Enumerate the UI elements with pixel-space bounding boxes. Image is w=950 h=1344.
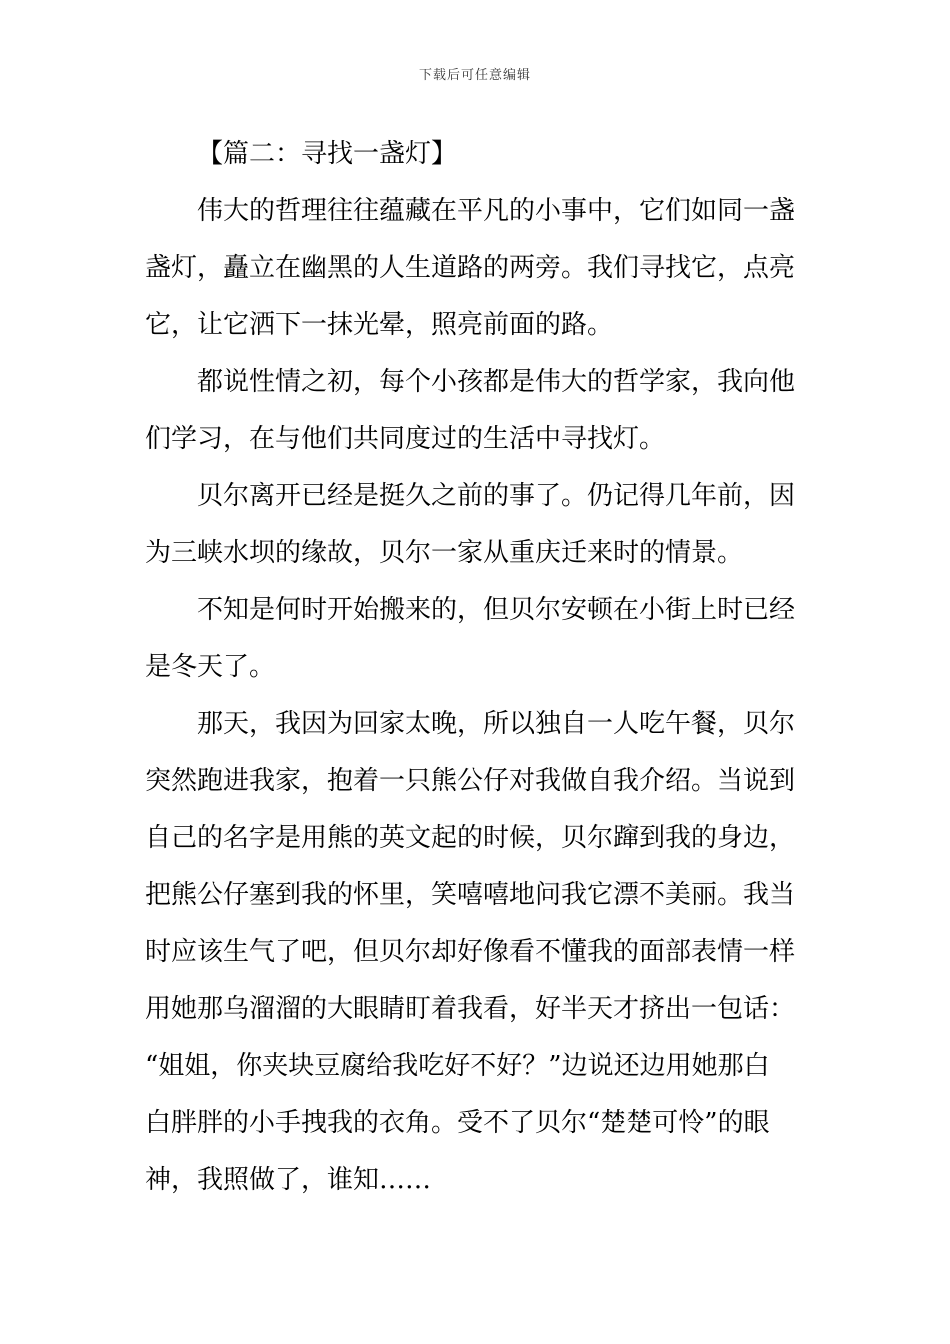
page-header: 下载后可任意编辑 (418, 68, 531, 83)
text-line: 伟大的哲理往往蕴藏在平凡的小事中，它们如同一盏 (197, 196, 796, 226)
text-line: 白胖胖的小手拽我的衣角。受不了贝尔“楚楚可怜”的眼 (145, 1108, 770, 1138)
paragraph-lines (145, 183, 807, 1209)
text-line: 贝尔离开已经是挺久之前的事了。仍记得几年前，因 (197, 481, 796, 511)
text-line: 把熊公仔塞到我的怀里，笑嘻嘻地问我它漂不美丽。我当 (145, 880, 796, 910)
text-line: 都说性情之初，每个小孩都是伟大的哲学家，我向他 (197, 367, 796, 397)
text-line: 们学习，在与他们共同度过的生活中寻找灯。 (145, 424, 666, 454)
document-title: 【篇二：寻找一盏灯】 (197, 139, 458, 169)
document-body (145, 126, 807, 1209)
text-line: 不知是何时开始搬来的，但贝尔安顿在小街上时已经 (197, 595, 796, 625)
text-line: 神，我照做了，谁知…… (145, 1165, 432, 1195)
text-line: 突然跑进我家，抱着一只熊公仔对我做自我介绍。当说到 (145, 766, 796, 796)
text-line: 自己的名字是用熊的英文起的时候，贝尔蹿到我的身边， (145, 823, 796, 853)
text-line: “姐姐，你夹块豆腐给我吃好不好？”边说还边用她那白 (145, 1051, 770, 1081)
text-line: 时应该生气了吧，但贝尔却好像看不懂我的面部表情一样 (145, 937, 796, 967)
text-line: 盏灯，矗立在幽黑的人生道路的两旁。我们寻找它，点亮 (145, 253, 796, 283)
text-line: 那天，我因为回家太晚，所以独自一人吃午餐，贝尔 (197, 709, 796, 739)
text-line: 用她那乌溜溜的大眼睛盯着我看，好半天才挤出一包话： (145, 994, 796, 1024)
text-line: 它，让它洒下一抹光晕，照亮前面的路。 (145, 310, 614, 340)
text-line: 为三峡水坝的缘故，贝尔一家从重庆迁来时的情景。 (145, 538, 744, 568)
text-line: 是冬天了。 (145, 652, 276, 682)
